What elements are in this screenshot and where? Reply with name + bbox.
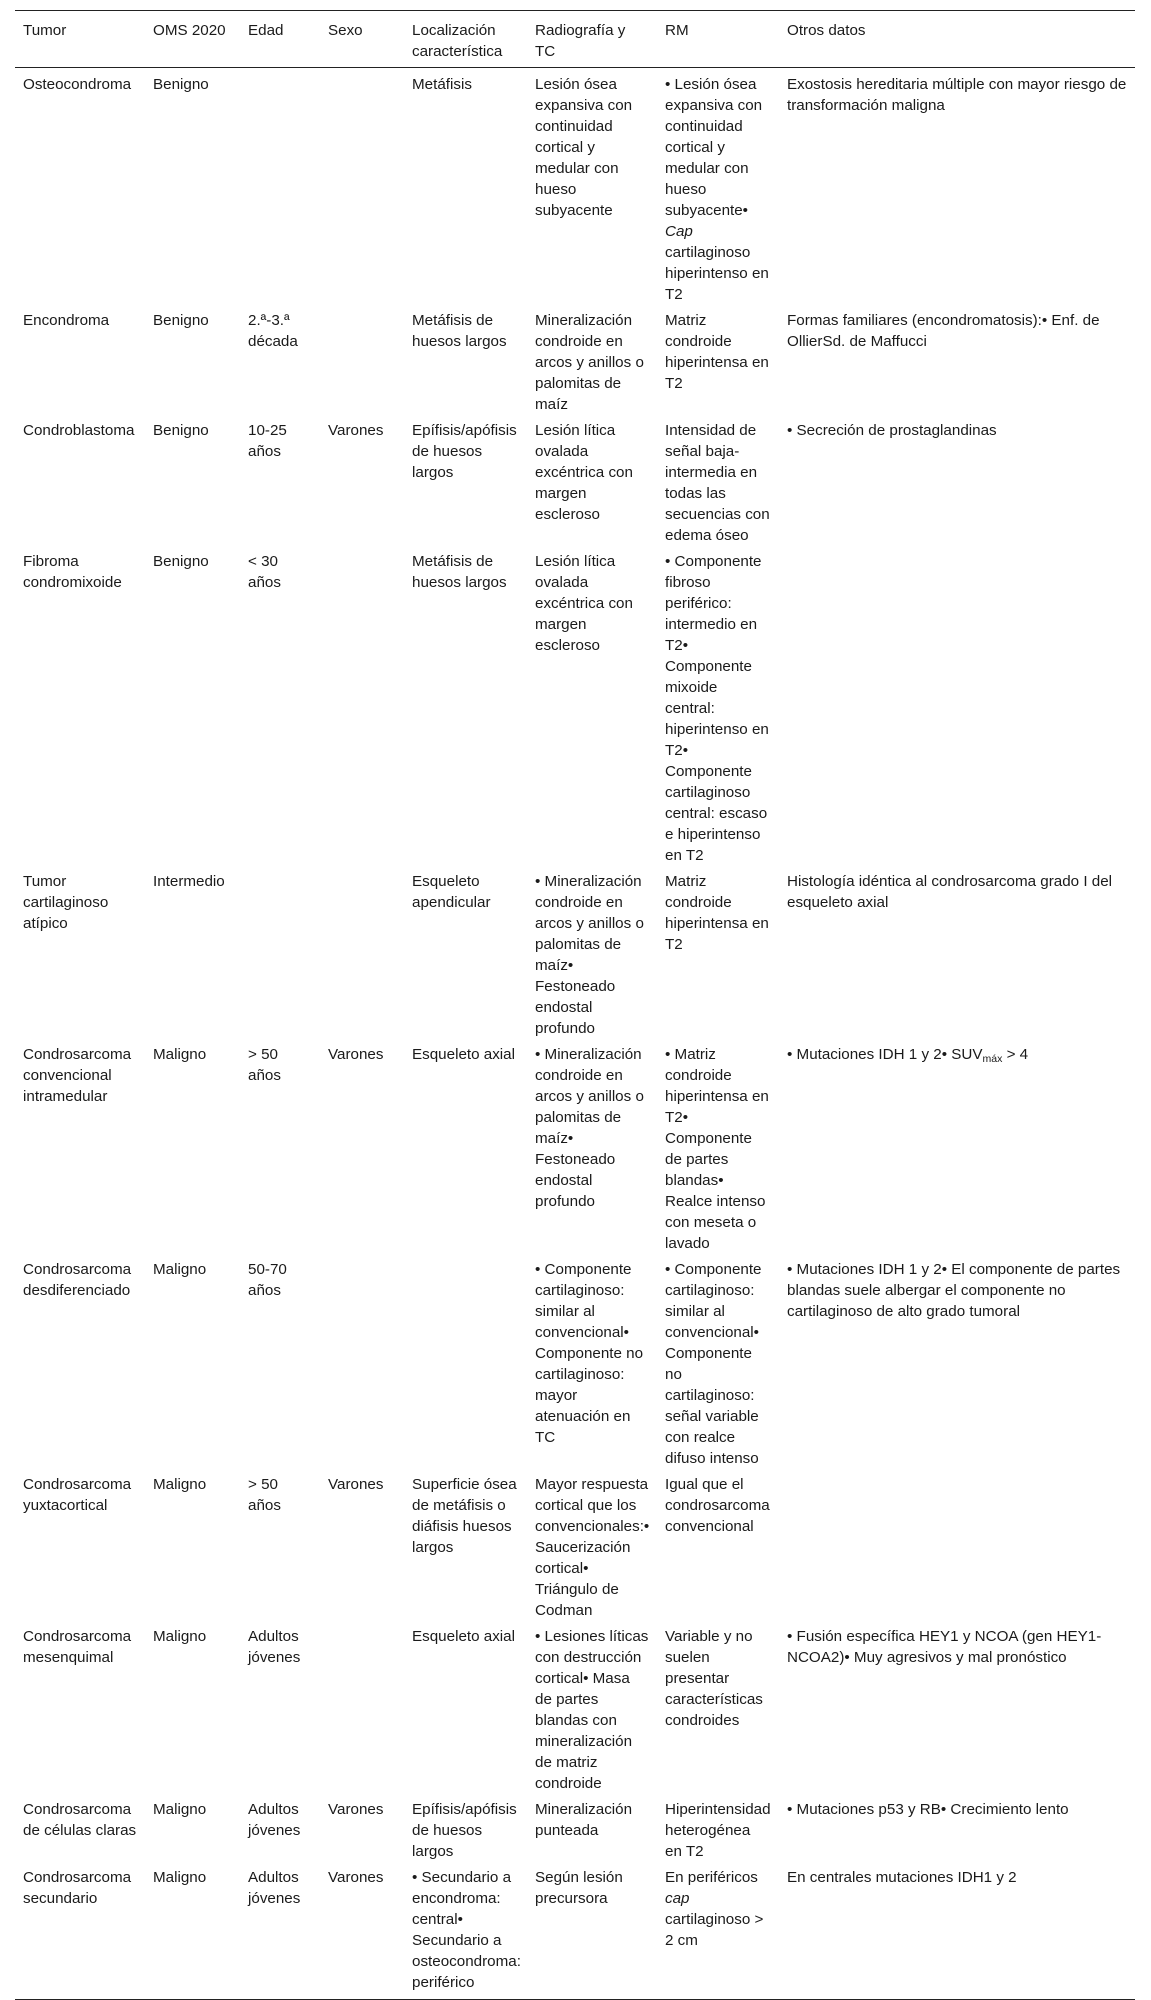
cell-oms: Maligno (153, 1046, 207, 1063)
cell-oms: Benigno (153, 76, 209, 93)
cell-otros: Histología idéntica al condrosarcoma grado I del esqueleto axial (787, 873, 1113, 911)
cell-sexo: Varones (328, 1046, 384, 1063)
rm-italic-term: cap (665, 1890, 690, 1907)
cell-edad (240, 68, 320, 309)
cell-sexo (320, 549, 404, 869)
cell-rm: Matriz condroide hiperintensa en T2 (665, 312, 769, 392)
cell-rm: Intensidad de señal baja-intermedia en todas las secuencias con edema óseo (665, 422, 770, 544)
cell-rm: Hiperintensidad heterogénea en T2 (665, 1801, 771, 1860)
table-row (15, 418, 1135, 549)
cell-edad: 50-70 años (248, 1261, 287, 1299)
table-row (15, 308, 1135, 418)
cell-sexo (320, 308, 404, 418)
cell-otros (779, 549, 1135, 869)
cell-oms: Maligno (153, 1801, 207, 1818)
table-row (15, 1797, 1135, 1865)
cell-rm: • Componente fibroso periférico: intermedio en T2• Componente mixoide central: hiperintenso en T2• Componente cartilaginoso central: escaso e hiperintenso en T2 (665, 553, 769, 864)
cell-oms: Benigno (153, 553, 209, 570)
cell-tumor: Condrosarcoma mesenquimal (23, 1628, 132, 1666)
cell-oms: Benigno (153, 422, 209, 439)
cell-otros: • Fusión específica HEY1 y NCOA (gen HEY1-NCOA2)• Muy agresivos y mal pronóstico (787, 1628, 1102, 1666)
cell-tumor: Condrosarcoma yuxtacortical (23, 1476, 132, 1514)
cell-edad: > 50 años (248, 1046, 281, 1084)
header-rm: RM (657, 11, 779, 68)
cell-radiografia: Lesión lítica ovalada excéntrica con margen escleroso (535, 422, 633, 523)
cell-edad: < 30 años (248, 553, 281, 591)
table-row (15, 1472, 1135, 1624)
table-row (15, 1042, 1135, 1257)
cell-tumor: Condrosarcoma desdiferenciado (23, 1261, 132, 1299)
cell-localizacion: • Secundario a encondroma: central• Secundario a osteocondroma: periférico (404, 1865, 527, 2000)
cell-tumor: Condrosarcoma convencional intramedular (23, 1046, 132, 1105)
cell-edad: Adultos jóvenes (248, 1628, 301, 1666)
cell-sexo (320, 1257, 404, 1472)
cell-radiografia: Mineralización punteada (535, 1801, 633, 1839)
header-edad: Edad (240, 11, 320, 68)
cell-sexo (320, 1624, 404, 1797)
cell-otros: • Secreción de prostaglandinas (787, 422, 997, 439)
table-row (15, 1865, 1135, 2000)
cell-rm: Variable y no suelen presentar características condroides (665, 1628, 763, 1729)
header-localizacion: Localización característica (404, 11, 527, 68)
cell-tumor: Condrosarcoma de células claras (23, 1801, 137, 1839)
cell-tumor: Encondroma (23, 312, 110, 329)
cell-otros: En centrales mutaciones IDH1 y 2 (779, 1865, 1135, 2000)
cell-localizacion: Esqueleto axial (412, 1046, 516, 1063)
cell-radiografia: Mayor respuesta cortical que los convencionales:• Saucerización cortical• Triángulo de Codman (535, 1476, 650, 1619)
cell-otros (779, 1472, 1135, 1624)
cell-radiografia: Lesión ósea expansiva con continuidad cortical y medular con hueso subyacente (535, 76, 633, 219)
tumor-classification-table (15, 10, 1135, 2000)
cell-edad: > 50 años (248, 1476, 281, 1514)
table-row (15, 1624, 1135, 1797)
cell-rm: Matriz condroide hiperintensa en T2 (665, 873, 769, 953)
rm-text: • Lesión ósea expansiva con continuidad cortical y medular con hueso subyacente• (665, 76, 763, 219)
header-tumor: Tumor (15, 11, 145, 68)
header-radiografia: Radiografía y TC (527, 11, 657, 68)
table-row (15, 1257, 1135, 1472)
cell-radiografia: • Lesiones líticas con destrucción cortical• Masa de partes blandas con mineralización de matriz condroide (535, 1628, 649, 1792)
cell-edad: Adultos jóvenes (240, 1865, 320, 2000)
rm-text: cartilaginoso > 2 cm (665, 1911, 764, 1949)
header-row (15, 11, 1135, 68)
cell-sexo: Varones (320, 1865, 404, 2000)
cell-localizacion: Metáfisis de huesos largos (412, 312, 507, 350)
table-row (15, 869, 1135, 1042)
cell-localizacion: Esqueleto axial (412, 1628, 516, 1645)
cell-oms: Intermedio (153, 873, 225, 890)
cell-tumor: Osteocondroma (23, 76, 132, 93)
cell-radiografia: Lesión lítica ovalada excéntrica con margen escleroso (535, 553, 633, 654)
cell-sexo (320, 68, 404, 309)
cell-oms: Maligno (145, 1865, 240, 2000)
cell-otros: Exostosis hereditaria múltiple con mayor riesgo de transformación maligna (787, 76, 1127, 114)
cell-oms: Maligno (153, 1476, 207, 1493)
cell-radiografia: • Mineralización condroide en arcos y anillos o palomitas de maíz• Festoneado endostal profundo (535, 1046, 644, 1210)
cell-sexo: Varones (328, 1801, 384, 1818)
cell-tumor: Condroblastoma (23, 422, 135, 439)
cell-radiografia: • Mineralización condroide en arcos y anillos o palomitas de maíz• Festoneado endostal profundo (535, 873, 644, 1037)
table-row (15, 68, 1135, 309)
cell-otros: • Mutaciones p53 y RB• Crecimiento lento (787, 1801, 1069, 1818)
cell-oms: Maligno (153, 1261, 207, 1278)
rm-italic-term: Cap (665, 223, 693, 240)
cell-rm: Igual que el condrosarcoma convencional (665, 1476, 770, 1535)
cell-edad: 2.ª-3.ª década (248, 312, 298, 350)
cell-rm (657, 68, 779, 309)
cell-otros: • Mutaciones IDH 1 y 2• El componente de partes blandas suele albergar el componente no cartilaginoso de alto grado tumoral (787, 1261, 1121, 1320)
cell-localizacion: Superficie ósea de metáfisis o diáfisis huesos largos (412, 1476, 517, 1556)
cell-radiografia: Mineralización condroide en arcos y anillos o palomitas de maíz (535, 312, 644, 413)
table-row (15, 549, 1135, 869)
cell-rm (657, 1865, 779, 2000)
cell-radiografia: Según lesión precursora (527, 1865, 657, 2000)
header-sexo: Sexo (320, 11, 404, 68)
cell-localizacion: Metáfisis de huesos largos (412, 553, 507, 591)
cell-localizacion: Epífisis/apófisis de huesos largos (412, 1801, 517, 1860)
cell-oms: Benigno (153, 312, 209, 329)
otros-text: • Mutaciones IDH 1 y 2• SUV (787, 1046, 983, 1063)
cell-sexo: Varones (328, 422, 384, 439)
cell-radiografia: • Componente cartilaginoso: similar al convencional• Componente no cartilaginoso: mayor atenuación en TC (535, 1261, 644, 1446)
cell-edad: 10-25 años (248, 422, 287, 460)
cell-rm: • Matriz condroide hiperintensa en T2• Componente de partes blandas• Realce intenso con meseta o lavado (665, 1046, 769, 1252)
rm-text: En periféricos (665, 1869, 758, 1886)
cell-localizacion (404, 1257, 527, 1472)
cell-localizacion: Epífisis/apófisis de huesos largos (412, 422, 517, 481)
cell-oms: Maligno (153, 1628, 207, 1645)
suv-subscript: máx (982, 1053, 1003, 1065)
cell-tumor: Tumor cartilaginoso atípico (23, 873, 109, 932)
otros-text: > 4 (1002, 1046, 1029, 1063)
cell-edad: Adultos jóvenes (248, 1801, 301, 1839)
cell-tumor: Condrosarcoma secundario (15, 1865, 145, 2000)
cell-localizacion: Esqueleto apendicular (412, 873, 491, 911)
cell-sexo (320, 869, 404, 1042)
cell-otros: Formas familiares (encondromatosis):• Enf. de OllierSd. de Maffucci (787, 312, 1100, 350)
rm-text: cartilaginoso hiperintenso en T2 (665, 244, 769, 303)
cell-tumor: Fibroma condromixoide (23, 553, 122, 591)
cell-edad (240, 869, 320, 1042)
cell-localizacion: Metáfisis (412, 76, 472, 93)
cell-sexo: Varones (328, 1476, 384, 1493)
header-oms: OMS 2020 (145, 11, 240, 68)
cell-rm: • Componente cartilaginoso: similar al convencional• Componente no cartilaginoso: señal variable con realce difuso intenso (665, 1261, 762, 1467)
cell-otros (779, 1042, 1135, 1257)
header-otros: Otros datos (779, 11, 1135, 68)
